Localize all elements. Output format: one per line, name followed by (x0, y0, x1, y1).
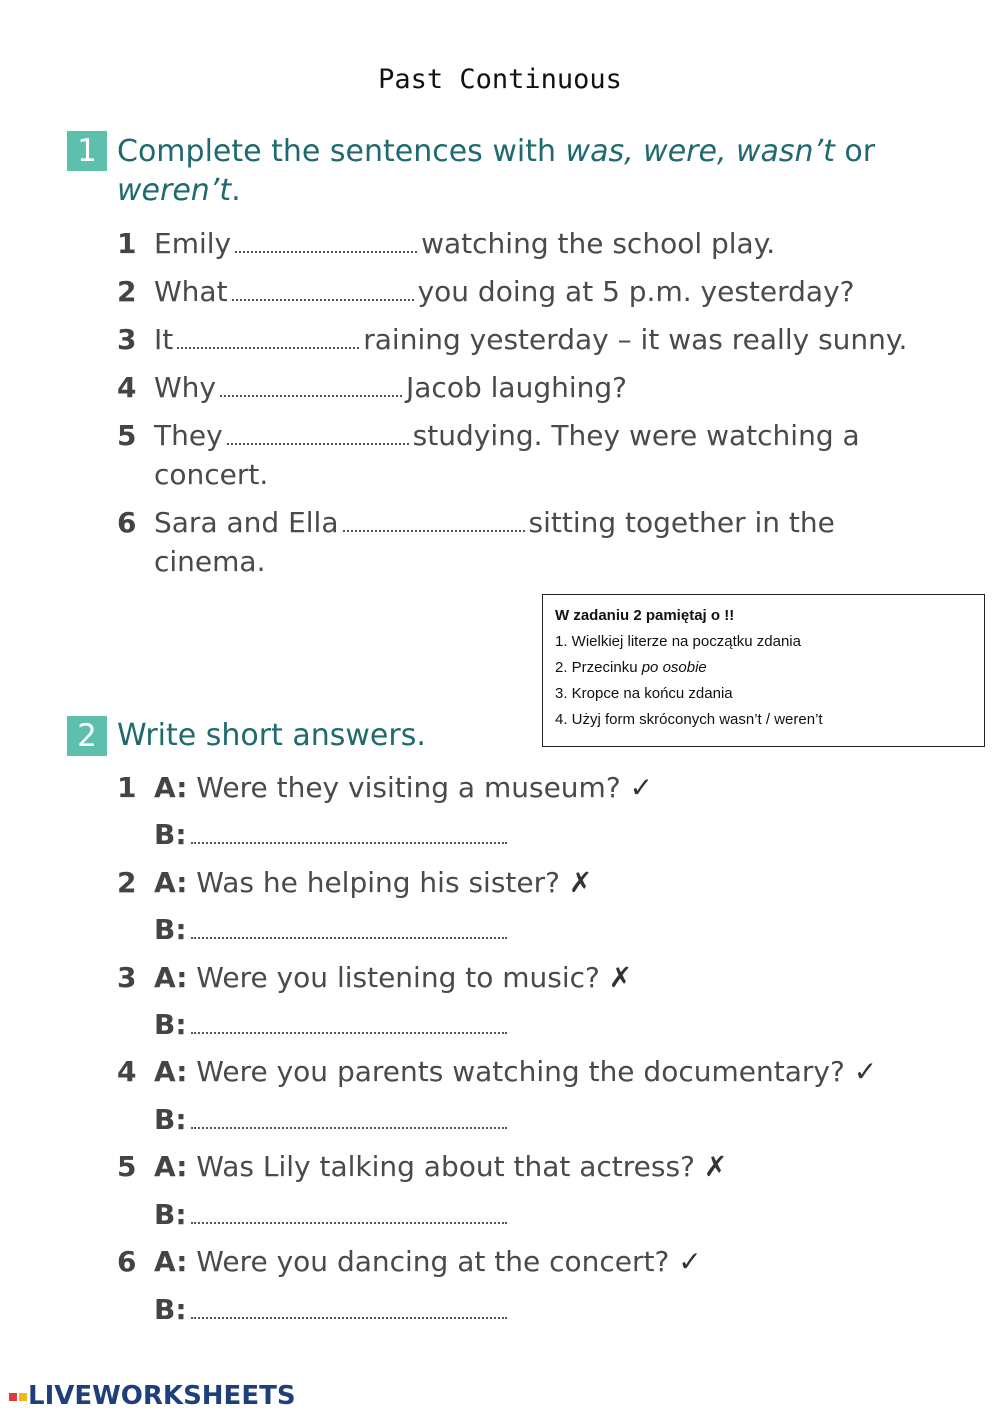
reminder-line: 3. Kropce na końcu zdania (555, 685, 733, 702)
tick-icon: ✓ (678, 1245, 702, 1278)
answer-blank[interactable] (191, 1295, 507, 1319)
answer-blank[interactable] (191, 1105, 507, 1129)
answer-blank[interactable] (227, 421, 409, 445)
cross-icon: ✗ (608, 961, 633, 994)
tick-icon: ✓ (853, 1055, 878, 1088)
answer-blank[interactable] (191, 820, 507, 844)
answer-blank[interactable] (191, 1200, 507, 1224)
reminder-line: 4. Użyj form skróconych wasn’t / weren’t (555, 711, 823, 728)
logo-square-icon (19, 1393, 27, 1401)
tick-icon: ✓ (629, 771, 654, 804)
section-1-number: 1 (67, 131, 107, 171)
answer-blank[interactable] (343, 508, 525, 532)
cross-icon: ✗ (568, 866, 593, 899)
reminder-box (542, 594, 985, 747)
logo-square-icon (9, 1393, 17, 1401)
section-2-number: 2 (67, 716, 107, 756)
page-title: Past Continuous (378, 64, 622, 95)
section-2-heading: Write short answers. (117, 718, 426, 753)
cross-icon: ✗ (703, 1150, 728, 1183)
section-1-heading: Complete the sentences with was, were, wasn’t or weren’t. (117, 134, 876, 208)
liveworksheets-logo[interactable]: LIVEWORKSHEETS (8, 1381, 296, 1411)
reminder-line: 2. Przecinku po osobie (555, 659, 707, 676)
answer-blank[interactable] (177, 325, 359, 349)
reminder-heading: W zadaniu 2 pamiętaj o !! (555, 607, 735, 624)
answer-blank[interactable] (191, 1010, 507, 1034)
answer-blank[interactable] (220, 373, 402, 397)
answer-blank[interactable] (191, 915, 507, 939)
reminder-line: 1. Wielkiej literze na początku zdania (555, 633, 801, 650)
answer-blank[interactable] (235, 229, 417, 253)
answer-blank[interactable] (232, 277, 414, 301)
